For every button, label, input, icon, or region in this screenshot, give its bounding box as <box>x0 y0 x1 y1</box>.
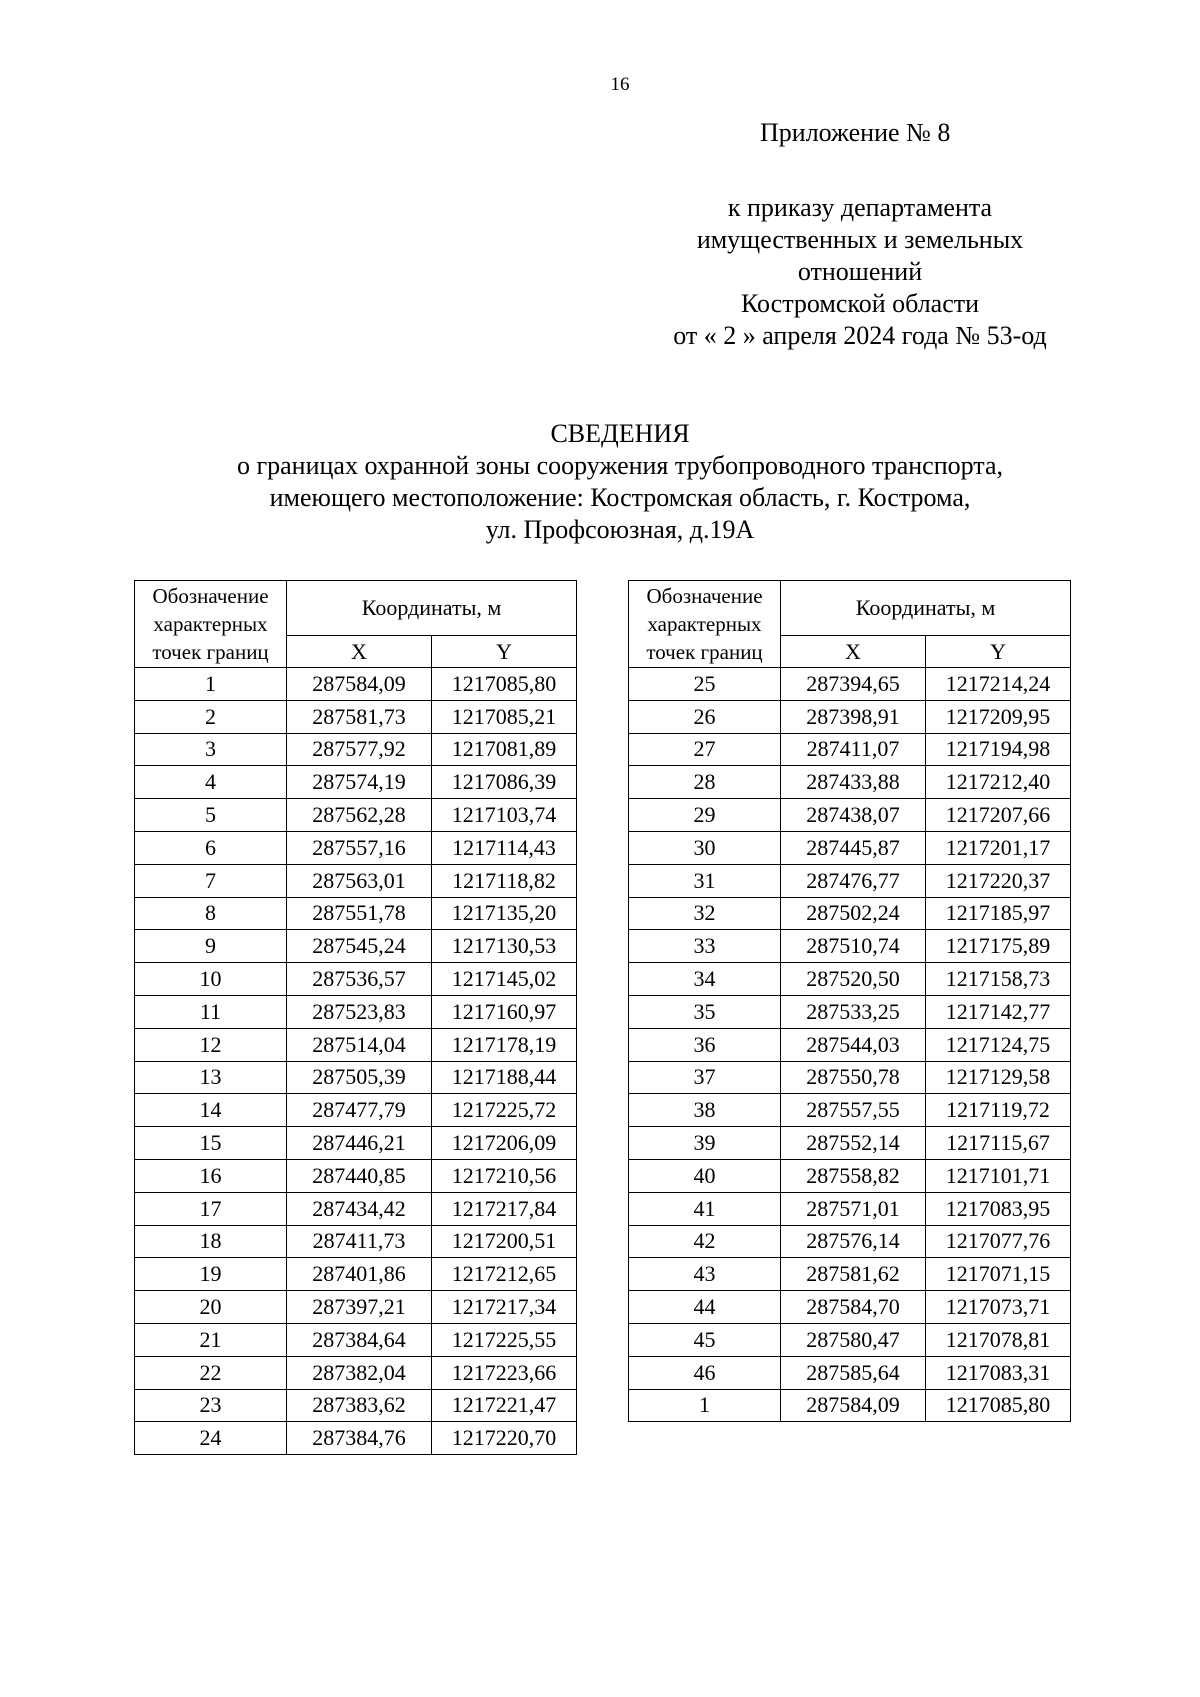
heading-line: о границах охранной зоны сооружения трубопроводного транспорта, <box>236 451 1004 480</box>
table-row <box>629 1291 1071 1324</box>
point-number-cell: 45 <box>629 1323 781 1356</box>
y-coordinate-cell: 1217078,81 <box>926 1323 1071 1356</box>
table-row <box>135 1061 577 1094</box>
order-ref-line: к приказу департамента <box>727 193 993 222</box>
point-header <box>135 581 287 668</box>
point-number-cell: 36 <box>629 1028 781 1061</box>
y-coordinate-cell: 1217217,34 <box>432 1291 577 1324</box>
point-number-cell: 14 <box>135 1094 287 1127</box>
point-number-cell: 8 <box>135 897 287 930</box>
x-coordinate-cell: 287445,87 <box>781 831 926 864</box>
x-coordinate-cell: 287585,64 <box>781 1356 926 1389</box>
point-number-cell: 43 <box>629 1258 781 1291</box>
y-coordinate-cell: 1217118,82 <box>432 864 577 897</box>
document-heading <box>0 418 1200 546</box>
table-row <box>135 1356 577 1389</box>
y-coordinate-cell: 1217129,58 <box>926 1061 1071 1094</box>
table-row <box>135 1258 577 1291</box>
y-coordinate-cell: 1217194,98 <box>926 733 1071 766</box>
table-row <box>135 1159 577 1192</box>
table-row <box>135 963 577 996</box>
y-coordinate-cell: 1217085,80 <box>926 1389 1071 1422</box>
point-number-cell: 18 <box>135 1225 287 1258</box>
x-coordinate-cell: 287401,86 <box>287 1258 432 1291</box>
table-row <box>629 1028 1071 1061</box>
x-coordinate-cell: 287505,39 <box>287 1061 432 1094</box>
table-row <box>629 897 1071 930</box>
point-number-cell: 20 <box>135 1291 287 1324</box>
table-row <box>135 1422 577 1455</box>
x-coordinate-cell: 287438,07 <box>781 799 926 832</box>
y-coordinate-cell: 1217225,55 <box>432 1323 577 1356</box>
x-coordinate-cell: 287383,62 <box>287 1389 432 1422</box>
table-row <box>135 930 577 963</box>
table-row <box>629 963 1071 996</box>
point-number-cell: 40 <box>629 1159 781 1192</box>
point-number-cell: 24 <box>135 1422 287 1455</box>
point-number-cell: 3 <box>135 733 287 766</box>
point-number-cell: 19 <box>135 1258 287 1291</box>
point-number-cell: 44 <box>629 1291 781 1324</box>
table-row <box>629 1094 1071 1127</box>
point-number-cell: 37 <box>629 1061 781 1094</box>
x-coordinate-cell: 287551,78 <box>287 897 432 930</box>
appendix-title: Приложение № 8 <box>760 118 951 147</box>
point-header-line: точек границ <box>646 640 763 664</box>
point-number-cell: 10 <box>135 963 287 996</box>
x-coordinate-cell: 287584,09 <box>287 668 432 701</box>
x-coordinate-cell: 287571,01 <box>781 1192 926 1225</box>
table-row <box>135 700 577 733</box>
heading-line: ул. Профсоюзная, д.19А <box>485 515 755 544</box>
y-coordinate-cell: 1217212,40 <box>926 766 1071 799</box>
table-row <box>135 1192 577 1225</box>
y-coordinate-cell: 1217158,73 <box>926 963 1071 996</box>
point-number-cell: 1 <box>135 668 287 701</box>
y-coordinate-cell: 1217073,71 <box>926 1291 1071 1324</box>
x-coordinate-cell: 287434,42 <box>287 1192 432 1225</box>
x-coordinate-cell: 287577,92 <box>287 733 432 766</box>
y-coordinate-cell: 1217200,51 <box>432 1225 577 1258</box>
table-row <box>629 1192 1071 1225</box>
y-coordinate-cell: 1217160,97 <box>432 995 577 1028</box>
y-coordinate-cell: 1217115,67 <box>926 1127 1071 1160</box>
point-number-cell: 34 <box>629 963 781 996</box>
point-number-cell: 41 <box>629 1192 781 1225</box>
x-coordinate-cell: 287545,24 <box>287 930 432 963</box>
x-coordinate-cell: 287584,70 <box>781 1291 926 1324</box>
x-coordinate-cell: 287580,47 <box>781 1323 926 1356</box>
y-coordinate-cell: 1217178,19 <box>432 1028 577 1061</box>
x-coordinate-cell: 287576,14 <box>781 1225 926 1258</box>
y-coordinate-cell: 1217214,24 <box>926 668 1071 701</box>
point-number-cell: 6 <box>135 831 287 864</box>
table-row <box>629 1127 1071 1160</box>
point-number-cell: 30 <box>629 831 781 864</box>
table-row <box>629 733 1071 766</box>
point-header-line: точек границ <box>152 640 269 664</box>
y-coordinate-cell: 1217220,70 <box>432 1422 577 1455</box>
table-row <box>135 897 577 930</box>
coordinates-table-right <box>628 580 1071 1422</box>
x-coordinate-cell: 287584,09 <box>781 1389 926 1422</box>
table-row <box>629 831 1071 864</box>
table-row <box>629 995 1071 1028</box>
point-header-line: Обозначение <box>152 584 269 608</box>
table-row <box>629 668 1071 701</box>
point-number-cell: 16 <box>135 1159 287 1192</box>
point-number-cell: 42 <box>629 1225 781 1258</box>
y-coordinate-cell: 1217142,77 <box>926 995 1071 1028</box>
x-coordinate-cell: 287557,55 <box>781 1094 926 1127</box>
x-coordinate-cell: 287574,19 <box>287 766 432 799</box>
x-coordinate-cell: 287562,28 <box>287 799 432 832</box>
table-row <box>629 799 1071 832</box>
order-ref-line: Костромской области <box>740 289 980 318</box>
y-coordinate-cell: 1217085,80 <box>432 668 577 701</box>
x-coordinate-cell: 287411,07 <box>781 733 926 766</box>
table-row <box>135 1225 577 1258</box>
table-row <box>629 1258 1071 1291</box>
point-number-cell: 11 <box>135 995 287 1028</box>
x-coordinate-cell: 287523,83 <box>287 995 432 1028</box>
x-coordinate-cell: 287563,01 <box>287 864 432 897</box>
table-row <box>629 864 1071 897</box>
table-row <box>629 766 1071 799</box>
y-coordinate-cell: 1217223,66 <box>432 1356 577 1389</box>
point-number-cell: 7 <box>135 864 287 897</box>
point-number-cell: 32 <box>629 897 781 930</box>
x-header: X <box>287 636 432 668</box>
y-coordinate-cell: 1217119,72 <box>926 1094 1071 1127</box>
y-coordinate-cell: 1217071,15 <box>926 1258 1071 1291</box>
x-coordinate-cell: 287397,21 <box>287 1291 432 1324</box>
point-number-cell: 28 <box>629 766 781 799</box>
point-number-cell: 17 <box>135 1192 287 1225</box>
table-row <box>135 766 577 799</box>
x-coordinate-cell: 287581,62 <box>781 1258 926 1291</box>
y-coordinate-cell: 1217221,47 <box>432 1389 577 1422</box>
y-header: Y <box>926 636 1071 668</box>
table-row <box>629 1323 1071 1356</box>
point-number-cell: 15 <box>135 1127 287 1160</box>
point-number-cell: 13 <box>135 1061 287 1094</box>
point-header-line: Обозначение <box>646 584 763 608</box>
table-row <box>629 1356 1071 1389</box>
order-ref-line: отношений <box>797 257 923 286</box>
coordinates-table-left <box>134 580 577 1455</box>
table-row <box>629 1225 1071 1258</box>
x-coordinate-cell: 287440,85 <box>287 1159 432 1192</box>
y-header: Y <box>432 636 577 668</box>
x-coordinate-cell: 287510,74 <box>781 930 926 963</box>
table-row <box>135 799 577 832</box>
y-coordinate-cell: 1217101,71 <box>926 1159 1071 1192</box>
x-coordinate-cell: 287446,21 <box>287 1127 432 1160</box>
y-coordinate-cell: 1217083,95 <box>926 1192 1071 1225</box>
table-row <box>629 930 1071 963</box>
point-header <box>629 581 781 668</box>
order-reference <box>640 192 1080 352</box>
x-coordinate-cell: 287552,14 <box>781 1127 926 1160</box>
x-coordinate-cell: 287433,88 <box>781 766 926 799</box>
y-coordinate-cell: 1217077,76 <box>926 1225 1071 1258</box>
y-coordinate-cell: 1217206,09 <box>432 1127 577 1160</box>
point-number-cell: 38 <box>629 1094 781 1127</box>
table-row <box>135 1323 577 1356</box>
point-number-cell: 22 <box>135 1356 287 1389</box>
x-coordinate-cell: 287477,79 <box>287 1094 432 1127</box>
y-coordinate-cell: 1217145,02 <box>432 963 577 996</box>
y-coordinate-cell: 1217188,44 <box>432 1061 577 1094</box>
y-coordinate-cell: 1217201,17 <box>926 831 1071 864</box>
table-row <box>135 1389 577 1422</box>
x-coordinate-cell: 287384,64 <box>287 1323 432 1356</box>
y-coordinate-cell: 1217209,95 <box>926 700 1071 733</box>
point-number-cell: 39 <box>629 1127 781 1160</box>
point-number-cell: 23 <box>135 1389 287 1422</box>
y-coordinate-cell: 1217086,39 <box>432 766 577 799</box>
x-coordinate-cell: 287544,03 <box>781 1028 926 1061</box>
x-coordinate-cell: 287536,57 <box>287 963 432 996</box>
order-ref-line: имущественных и земельных <box>696 225 1024 254</box>
heading-title: СВЕДЕНИЯ <box>550 419 690 448</box>
point-number-cell: 46 <box>629 1356 781 1389</box>
y-coordinate-cell: 1217185,97 <box>926 897 1071 930</box>
x-coordinate-cell: 287502,24 <box>781 897 926 930</box>
table-row <box>135 733 577 766</box>
x-coordinate-cell: 287476,77 <box>781 864 926 897</box>
x-coordinate-cell: 287382,04 <box>287 1356 432 1389</box>
x-coordinate-cell: 287398,91 <box>781 700 926 733</box>
table-body <box>135 668 577 1455</box>
y-coordinate-cell: 1217225,72 <box>432 1094 577 1127</box>
y-coordinate-cell: 1217130,53 <box>432 930 577 963</box>
point-header-line: характерных <box>153 612 268 636</box>
x-coordinate-cell: 287581,73 <box>287 700 432 733</box>
table-row <box>135 668 577 701</box>
table-row <box>629 700 1071 733</box>
table-row <box>629 1159 1071 1192</box>
point-number-cell: 29 <box>629 799 781 832</box>
point-number-cell: 27 <box>629 733 781 766</box>
x-header: X <box>781 636 926 668</box>
point-number-cell: 2 <box>135 700 287 733</box>
order-ref-line: от « 2 » апреля 2024 года № 53-од <box>673 321 1047 350</box>
point-number-cell: 4 <box>135 766 287 799</box>
heading-line: имеющего местоположение: Костромская область, г. Кострома, <box>269 483 971 512</box>
x-coordinate-cell: 287550,78 <box>781 1061 926 1094</box>
table-row <box>135 864 577 897</box>
y-coordinate-cell: 1217103,74 <box>432 799 577 832</box>
coords-header: Координаты, м <box>287 581 577 636</box>
table-row <box>135 1094 577 1127</box>
point-header-line: характерных <box>647 612 762 636</box>
y-coordinate-cell: 1217175,89 <box>926 930 1071 963</box>
y-coordinate-cell: 1217114,43 <box>432 831 577 864</box>
table-row <box>629 1389 1071 1422</box>
x-coordinate-cell: 287558,82 <box>781 1159 926 1192</box>
y-coordinate-cell: 1217212,65 <box>432 1258 577 1291</box>
table-row <box>135 1127 577 1160</box>
point-number-cell: 26 <box>629 700 781 733</box>
x-coordinate-cell: 287533,25 <box>781 995 926 1028</box>
y-coordinate-cell: 1217083,31 <box>926 1356 1071 1389</box>
y-coordinate-cell: 1217217,84 <box>432 1192 577 1225</box>
table-row <box>135 831 577 864</box>
table-row <box>135 1028 577 1061</box>
x-coordinate-cell: 287557,16 <box>287 831 432 864</box>
table-body <box>629 668 1071 1422</box>
y-coordinate-cell: 1217135,20 <box>432 897 577 930</box>
y-coordinate-cell: 1217081,89 <box>432 733 577 766</box>
x-coordinate-cell: 287384,76 <box>287 1422 432 1455</box>
y-coordinate-cell: 1217220,37 <box>926 864 1071 897</box>
table-row <box>629 1061 1071 1094</box>
point-number-cell: 5 <box>135 799 287 832</box>
point-number-cell: 31 <box>629 864 781 897</box>
coords-header: Координаты, м <box>781 581 1071 636</box>
x-coordinate-cell: 287520,50 <box>781 963 926 996</box>
x-coordinate-cell: 287394,65 <box>781 668 926 701</box>
point-number-cell: 9 <box>135 930 287 963</box>
x-coordinate-cell: 287411,73 <box>287 1225 432 1258</box>
point-number-cell: 21 <box>135 1323 287 1356</box>
y-coordinate-cell: 1217210,56 <box>432 1159 577 1192</box>
point-number-cell: 35 <box>629 995 781 1028</box>
y-coordinate-cell: 1217085,21 <box>432 700 577 733</box>
table-row <box>135 995 577 1028</box>
table-row <box>135 1291 577 1324</box>
point-number-cell: 12 <box>135 1028 287 1061</box>
point-number-cell: 1 <box>629 1389 781 1422</box>
point-number-cell: 25 <box>629 668 781 701</box>
point-number-cell: 33 <box>629 930 781 963</box>
x-coordinate-cell: 287514,04 <box>287 1028 432 1061</box>
y-coordinate-cell: 1217207,66 <box>926 799 1071 832</box>
y-coordinate-cell: 1217124,75 <box>926 1028 1071 1061</box>
page-number: 16 <box>610 74 630 95</box>
